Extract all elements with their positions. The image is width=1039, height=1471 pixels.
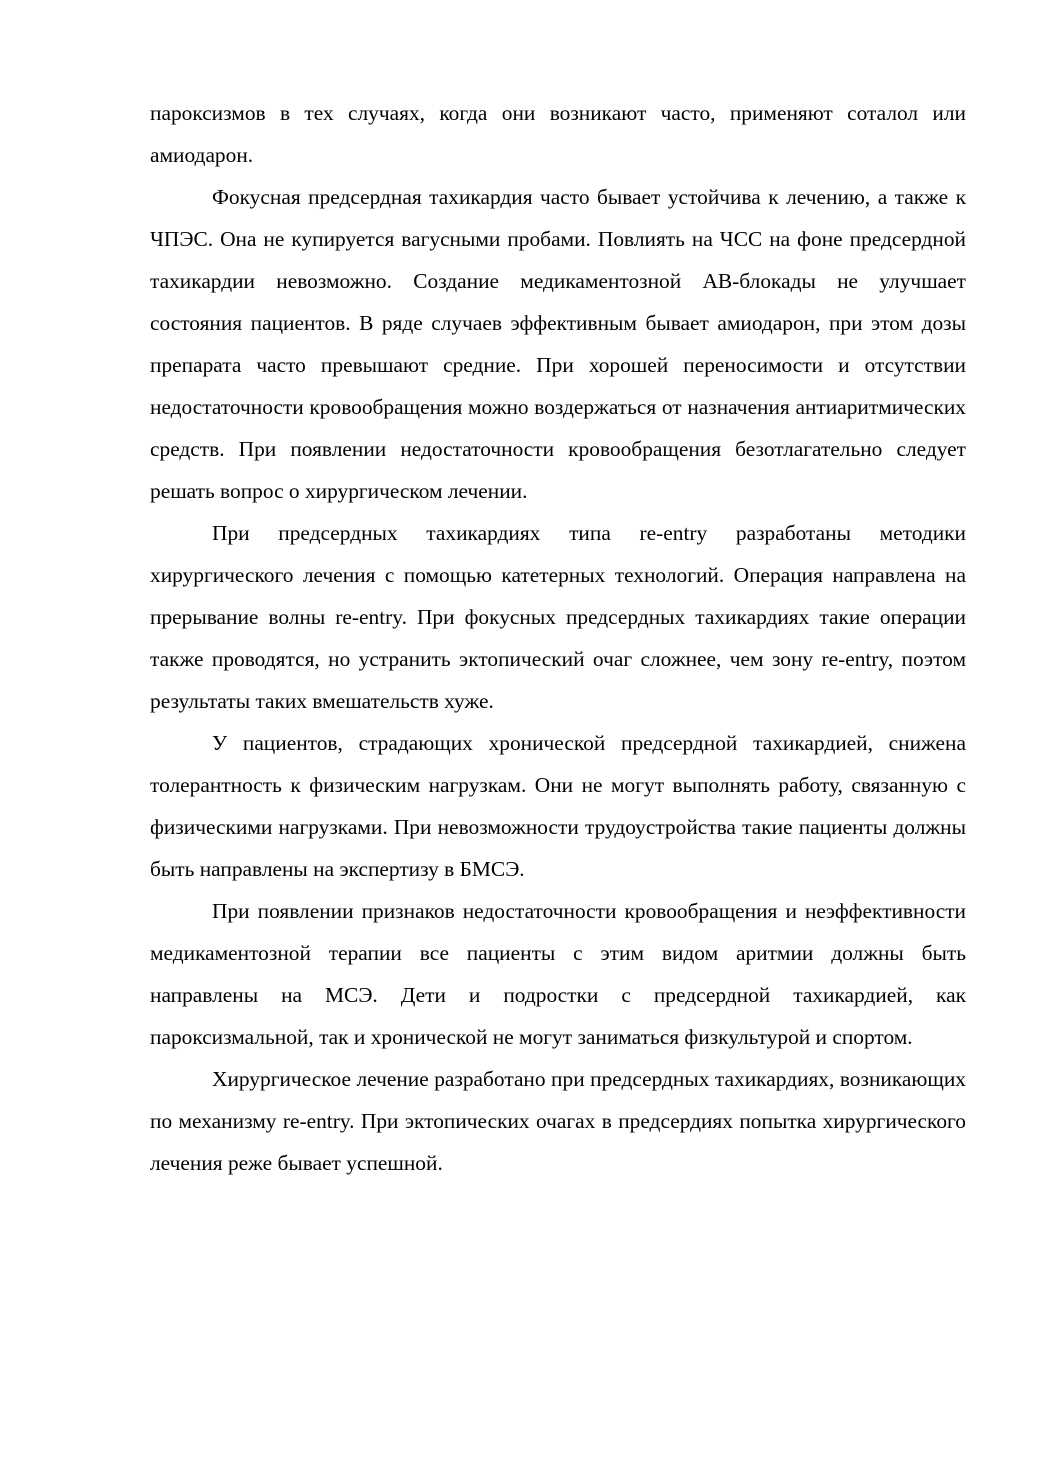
paragraph-mse-referral: При появлении признаков недостаточности кровообращения и неэффективности медикаментозной терапии все пациенты с этим видом аритмии должны быть направлены на МСЭ. Дети и подростки с предсердной тахикардией, как пароксизмальной, так и хронической не могут заниматься физкультурой и спортом. — [150, 899, 966, 1049]
paragraph-focal-tachycardia: Фокусная предсердная тахикардия часто бывает устойчива к лечению, а также к ЧПЭС. Она не купируется вагусными пробами. Повлиять на ЧСС на фоне предсердной тахикардии невозможно. Создание медикаментозной АВ-блокады не улучшает состояния пациентов. В ряде случаев эффективным бывает амиодарон, при этом дозы препарата часто превышают средние. При хорошей переносимости и отсутствии недостаточности кровообращения можно воздержаться от назначения антиаритмических средств. При появлении недостаточности кровообращения безотлагательно следует решать вопрос о хирургическом лечении. — [150, 185, 966, 503]
paragraph-continuation: пароксизмов в тех случаях, когда они возникают часто, применяют соталол или амиодарон. — [150, 101, 966, 167]
paragraph-reentry-surgery: При предсердных тахикардиях типа re-entry разработаны методики хирургического лечения с помощью катетерных технологий. Операция направлена на прерывание волны re-entry. При фокусных предсердных тахикардиях такие операции также проводятся, но устранить эктопический очаг сложнее, чем зону re-entry, поэтом результаты таких вмешательств хуже. — [150, 521, 966, 713]
document-page — [150, 92, 966, 1184]
paragraph-exercise-tolerance: У пациентов, страдающих хронической предсердной тахикардией, снижена толерантность к физическим нагрузкам. Они не могут выполнять работу, связанную с физическими нагрузками. При невозможности трудоустройства такие пациенты должны быть направлены на экспертизу в БМСЭ. — [150, 731, 966, 881]
paragraph-surgical-treatment: Хирургическое лечение разработано при предсердных тахикардиях, возникающих по механизму re-entry. При эктопических очагах в предсердиях попытка хирургического лечения реже бывает успешной. — [150, 1067, 966, 1175]
